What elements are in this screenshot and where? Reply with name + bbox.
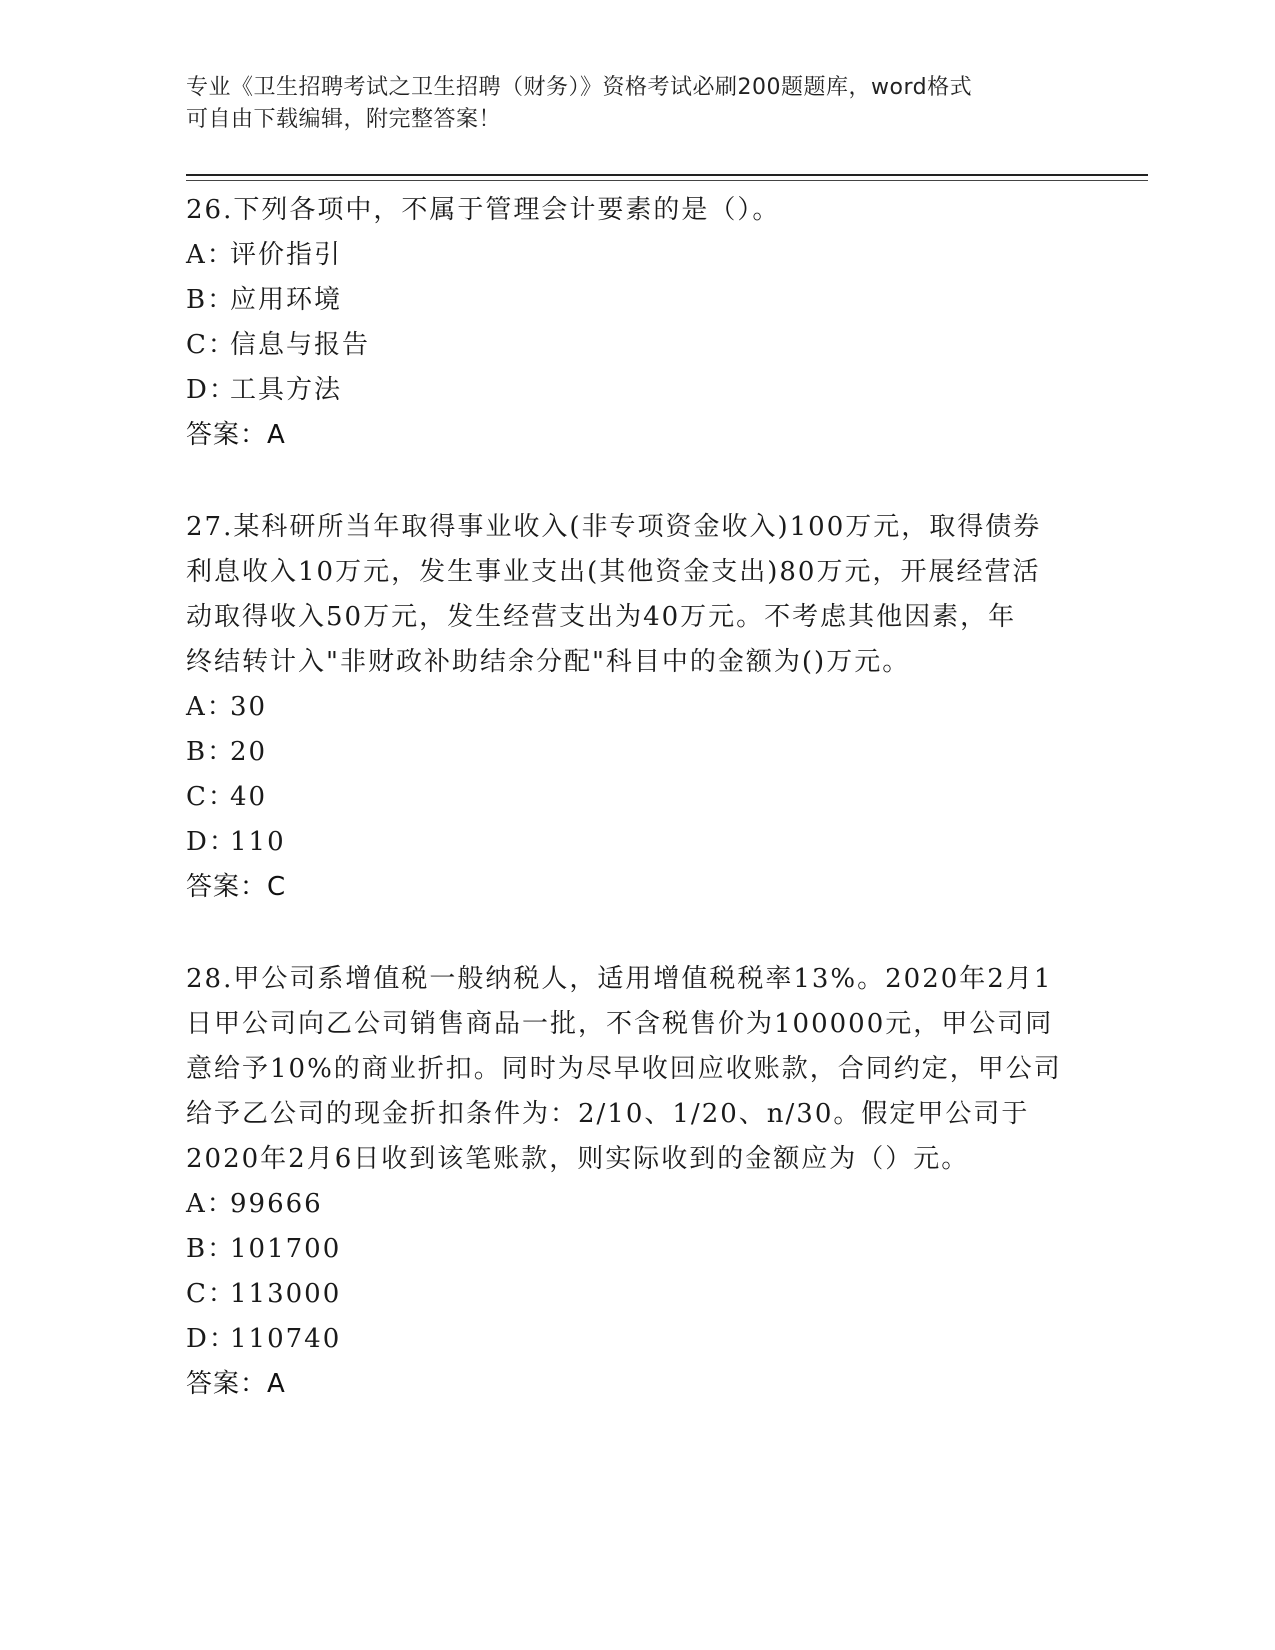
- header-line-1: 专业《卫生招聘考试之卫生招聘（财务）》资格考试必刷200题题库，word格式: [186, 75, 973, 100]
- question-stem-line: 日甲公司向乙公司销售商品一批，不含税售价为100000元，甲公司同: [186, 1009, 1054, 1039]
- option-text: 工具方法: [230, 375, 343, 405]
- option-text: 110: [230, 827, 286, 857]
- question-spacer: [186, 910, 1086, 957]
- question-stem-line: 利息收入10万元，发生事业支出(其他资金支出)80万元，开展经营活: [186, 557, 1041, 587]
- option-key: D：: [186, 1324, 237, 1354]
- option-text: 101700: [230, 1234, 342, 1264]
- question-list: [186, 188, 1086, 1407]
- option-c: [186, 323, 1086, 368]
- question-stem-line: 27.某科研所当年取得事业收入(非专项资金收入)100万元，取得债券: [186, 512, 1042, 542]
- option-a: [186, 1182, 1086, 1227]
- option-key: A：: [186, 692, 235, 722]
- question-stem-line: 26.下列各项中，不属于管理会计要素的是（）。: [186, 195, 781, 225]
- question-stem-line: 终结转计入"非财政补助结余分配"科目中的金额为()万元。: [186, 647, 911, 677]
- option-d: [186, 1317, 1086, 1362]
- option-text: 99666: [230, 1189, 323, 1219]
- question-27: [186, 505, 1086, 910]
- header-line-2: 可自由下载编辑，附完整答案！: [186, 107, 502, 132]
- option-b: [186, 278, 1086, 323]
- question-stem-line: 意给予10%的商业折扣。同时为尽早收回应收账款，合同约定，甲公司: [186, 1054, 1062, 1084]
- option-text: 应用环境: [230, 285, 343, 315]
- question-28: [186, 957, 1086, 1407]
- option-a: [186, 685, 1086, 730]
- option-text: 113000: [230, 1279, 342, 1309]
- question-26: [186, 188, 1086, 458]
- header-divider-thin: [186, 180, 1148, 181]
- option-d: [186, 368, 1086, 413]
- option-text: 评价指引: [230, 240, 343, 270]
- option-key: B：: [186, 1234, 236, 1264]
- option-b: [186, 1227, 1086, 1272]
- option-c: [186, 775, 1086, 820]
- option-key: D：: [186, 375, 237, 405]
- option-b: [186, 730, 1086, 775]
- question-spacer: [186, 458, 1086, 505]
- option-key: A：: [186, 240, 235, 270]
- option-key: D：: [186, 827, 237, 857]
- option-key: B：: [186, 737, 236, 767]
- option-text: 110740: [230, 1324, 342, 1354]
- document-header: [186, 72, 1066, 136]
- question-stem-line: 28.甲公司系增值税一般纳税人，适用增值税税率13%。2020年2月1: [186, 964, 1053, 994]
- option-text: 30: [230, 692, 268, 722]
- answer-line: 答案：A: [186, 420, 286, 450]
- option-c: [186, 1272, 1086, 1317]
- option-key: A：: [186, 1189, 235, 1219]
- question-stem-line: 2020年2月6日收到该笔账款，则实际收到的金额应为（）元。: [186, 1144, 970, 1174]
- question-stem-line: 给予乙公司的现金折扣条件为：2/10、1/20、n/30。假定甲公司于: [186, 1099, 1030, 1129]
- header-divider-thick: [186, 174, 1148, 176]
- answer-line: 答案：A: [186, 1369, 286, 1399]
- option-text: 40: [230, 782, 268, 812]
- question-stem-line: 动取得收入50万元，发生经营支出为40万元。不考虑其他因素，年: [186, 602, 1017, 632]
- option-key: C：: [186, 330, 236, 360]
- option-a: [186, 233, 1086, 278]
- answer-line: 答案：C: [186, 872, 287, 902]
- option-d: [186, 820, 1086, 865]
- option-key: C：: [186, 782, 236, 812]
- option-text: 信息与报告: [230, 330, 371, 360]
- option-key: C：: [186, 1279, 236, 1309]
- option-text: 20: [230, 737, 268, 767]
- option-key: B：: [186, 285, 236, 315]
